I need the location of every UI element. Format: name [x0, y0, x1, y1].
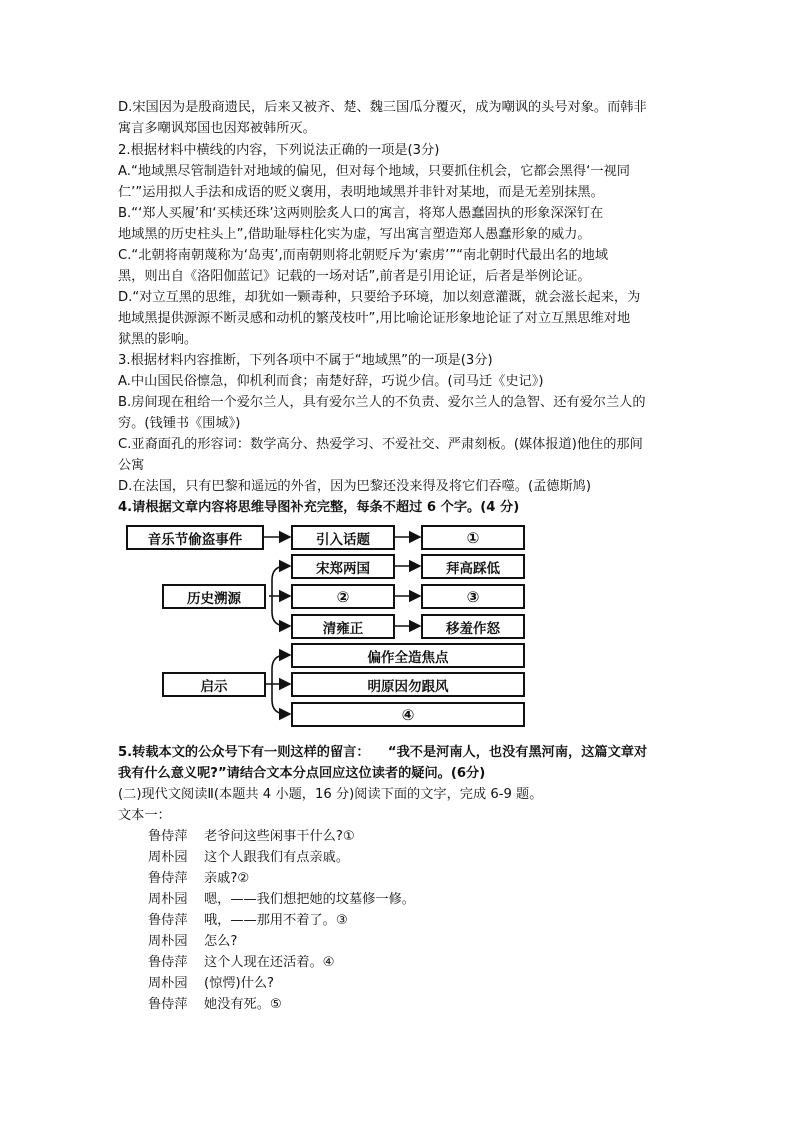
speech: 这个人现在还活着。④ — [204, 955, 335, 970]
q3-option-b-line2: 穷。(钱锺书《围城》) — [118, 416, 241, 431]
q2-option-a-line1: A.“地域黑尽管制造针对地域的偏见，但对每个地域，只要抓住机会，它都会黑得‘一视同 — [118, 164, 630, 179]
mindmap-blank-2: ② — [291, 584, 395, 609]
mindmap-node-song-zheng: 宋郑两国 — [291, 554, 395, 579]
option-d-line1: D.宋国因为是殷商遗民，后来又被齐、楚、魏三国瓜分覆灭，成为嘲讽的头号对象。而韩非 — [118, 100, 647, 115]
speech: 她没有死。⑤ — [204, 997, 282, 1012]
mindmap-node-partial: 偏作全造焦点 — [291, 643, 525, 668]
q2-option-d-line1: D.“对立互黑的思维，却犹如一颗毒种，只要给予环境，加以刻意灌溉，就会滋长起来，为 — [118, 290, 641, 305]
q2-option-d-line2: 地域黑提供源源不断灵感和动机的繁茂枝叶”,用比喻论证形象地论证了对立互黑思维对地 — [118, 311, 631, 326]
mindmap-blank-3: ③ — [421, 584, 525, 609]
question-3: 3.根据材料内容推断，下列各项中不属于“地域黑”的一项是(3分) — [118, 353, 493, 368]
speech: 哦，——那用不着了。③ — [204, 913, 348, 928]
question-5-line1: 5.转载本文的公众号下有一则这样的留言： “我不是河南人，也没有黑河南，这篇文章对 — [118, 745, 648, 760]
speech: 亲戚?② — [204, 871, 250, 886]
mindmap-node-intro: 引入话题 — [291, 525, 395, 550]
q3-option-a: A.中山国民俗懔急，仰机利而食；南楚好辞，巧说少信。(司马迁《史记》) — [118, 374, 544, 389]
q2-option-a-line2: 仁’”运用拟人手法和成语的贬义褒用，表明地域黑并非针对某地，而是无差别抹黑。 — [118, 185, 604, 200]
speaker: 鲁侍萍 — [148, 871, 188, 886]
mindmap-node-shift: 移羞作怒 — [421, 614, 525, 639]
q2-option-c-line2: 黑，则出自《洛阳伽蓝记》记载的一场对话”,前者是引用论证，后者是举例论证。 — [118, 269, 591, 284]
section-2-heading: (二)现代文阅读Ⅱ(本题共 4 小题，16 分)阅读下面的文字，完成 6-9 题。 — [118, 787, 543, 802]
question-5-line2: 我有什么意义呢?”请结合文本分点回应这位读者的疑问。(6分) — [118, 766, 486, 781]
speaker: 周朴园 — [148, 850, 188, 865]
mindmap-node-clear: 明原因勿跟风 — [291, 672, 525, 697]
mindmap-root-history: 历史溯源 — [162, 584, 266, 609]
mindmap-root-inspiration: 启示 — [162, 672, 266, 697]
mindmap-blank-1: ① — [421, 525, 525, 550]
q2-option-b-line1: B.“‘郑人买履’和‘买椟还珠’这两则脍炙人口的寓言，将郑人愚蠢固执的形象深深钉在 — [118, 206, 604, 221]
dialogue-line — [148, 952, 335, 973]
speech: 这个人跟我们有点亲戚。 — [204, 850, 350, 865]
dialogue-line — [148, 826, 355, 847]
mindmap-blank-4: ④ — [291, 702, 525, 727]
q3-option-b-line1: B.房间现在租给一个爱尔兰人，具有爱尔兰人的不负责、爱尔兰人的急智、还有爱尔兰人的 — [118, 395, 646, 410]
speech: 嗯，——我们想把她的坟墓修一修。 — [204, 892, 415, 907]
speech: 怎么? — [204, 934, 238, 949]
speaker: 鲁侍萍 — [148, 955, 188, 970]
mindmap-node-qing: 清雍正 — [291, 614, 395, 639]
q2-option-d-line3: 狱黑的影响。 — [118, 332, 198, 347]
q3-option-c-line2: 公寓 — [118, 458, 145, 473]
dialogue-line — [148, 868, 249, 889]
speaker: 周朴园 — [148, 934, 188, 949]
dialogue-line — [148, 973, 274, 994]
dialogue-line — [148, 910, 348, 931]
q2-option-b-line2: 地域黑的历史柱头上”,借助耻辱柱化实为虚，写出寓言塑造郑人愚蠢形象的威力。 — [118, 227, 591, 242]
speaker: 鲁侍萍 — [148, 913, 188, 928]
speaker: 鲁侍萍 — [148, 829, 188, 844]
question-2: 2.根据材料中横线的内容，下列说法正确的一项是(3分) — [118, 143, 440, 158]
dialogue-line — [148, 889, 415, 910]
q3-option-c-line1: C.亚裔面孔的形容词：数学高分、热爱学习、不爱社交、严肃刻板。(媒体报道)他住的那间 — [118, 437, 643, 452]
speaker: 周朴园 — [148, 976, 188, 991]
q3-option-d: D.在法国，只有巴黎和遥远的外省，因为巴黎还没来得及将它们吞噬。(孟德斯鸠) — [118, 479, 592, 494]
speech: (惊愕)什么? — [204, 976, 275, 991]
speaker: 鲁侍萍 — [148, 997, 188, 1012]
dialogue-line — [148, 847, 349, 868]
mindmap-root-music-theft: 音乐节偷盗事件 — [126, 525, 264, 550]
speech: 老爷问这些闲事干什么?① — [204, 829, 355, 844]
question-4: 4.请根据文章内容将思维导图补充完整，每条不超过 6 个字。(4 分) — [118, 500, 520, 515]
mindmap-node-praise: 拜高踩低 — [421, 554, 525, 579]
speaker: 周朴园 — [148, 892, 188, 907]
text-one-label: 文本一： — [118, 808, 171, 823]
dialogue-line — [148, 931, 237, 952]
dialogue-line — [148, 994, 282, 1015]
option-d-line2: 寓言多嘲讽郑国也因郑被韩所灭。 — [118, 121, 316, 136]
q2-option-c-line1: C.“北朝将南朝蔑称为‘岛夷’,而南朝则将北朝贬斥为‘索虏’”“南北朝时代最出名的地域 — [118, 248, 609, 263]
